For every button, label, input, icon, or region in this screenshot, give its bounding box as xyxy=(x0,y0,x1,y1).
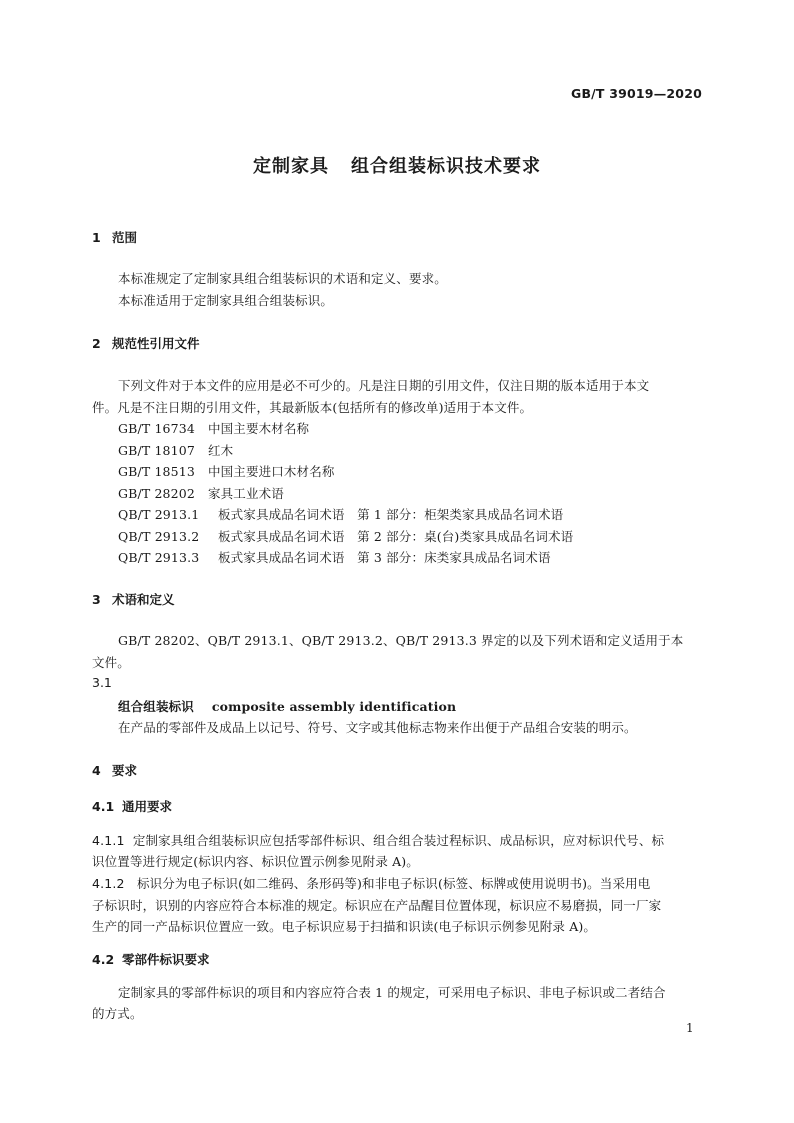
term-definition: 在产品的零部件及成品上以记号、符号、文字或其他标志物来作出便于产品组合安装的明示。 xyxy=(118,720,637,735)
clause-4-1-2-line-3: 生产的同一产品标识位置应一致。电子标识应易于扫描和识读(电子标识示例参见附录 A)。 xyxy=(92,919,597,934)
section-2-title: 规范性引用文件 xyxy=(112,336,200,351)
subsection-4-2-number: 4.2 xyxy=(92,952,115,967)
section-3-para-line-1: GB/T 28202、QB/T 2913.1、QB/T 2913.2、QB/T 2913.3 界定的以及下列术语和定义适用于本 xyxy=(118,633,684,648)
section-1-title: 范围 xyxy=(112,230,138,245)
clause-4-1-1-line-2: 识位置等进行规定(标识内容、标识位置示例参见附录 A)。 xyxy=(92,854,419,869)
reference-title: 中国主要进口木材名称 xyxy=(208,464,335,479)
clause-4-1-2-line-1 xyxy=(92,874,650,892)
title-part1: 定制家具 xyxy=(253,156,329,177)
reference-item xyxy=(118,505,563,523)
reference-code: GB/T 16734 xyxy=(118,421,195,436)
reference-title: 板式家具成品名词术语 第 1 部分：柜架类家具成品名词术语 xyxy=(218,507,564,522)
reference-code: QB/T 2913.1 xyxy=(118,507,200,522)
subsection-4-1-title: 通用要求 xyxy=(122,799,173,814)
subsection-4-2-heading xyxy=(92,950,210,968)
reference-code: QB/T 2913.3 xyxy=(118,550,200,565)
page-number: 1 xyxy=(686,1021,694,1035)
reference-code: GB/T 28202 xyxy=(118,486,195,501)
term-chinese: 组合组装标识 xyxy=(118,699,194,714)
term-english: composite assembly identification xyxy=(211,699,457,714)
reference-code: GB/T 18513 xyxy=(118,464,195,479)
section-3-number: 3 xyxy=(92,592,101,607)
section-4-2-para-line-1: 定制家具的零部件标识的项目和内容应符合表 1 的规定，可采用电子标识、非电子标识或二者结合 xyxy=(118,985,666,1000)
clause-4-1-1-number: 4.1.1 xyxy=(92,833,125,848)
clause-4-1-1-line-1 xyxy=(92,831,664,849)
section-1-heading xyxy=(92,228,137,246)
section-2-intro-line-1: 下列文件对于本文件的应用是必不可少的。凡是注日期的引用文件，仅注日期的版本适用于本文 xyxy=(118,378,650,393)
section-1-para-1: 本标准规定了定制家具组合组装标识的术语和定义、要求。 xyxy=(118,271,447,286)
clause-4-1-1-text: 定制家具组合组装标识应包括零部件标识、组合组合装过程标识、成品标识，应对标识代号、标 xyxy=(132,833,665,848)
reference-title: 中国主要木材名称 xyxy=(208,421,310,436)
title-part2: 组合组装标识技术要求 xyxy=(351,156,541,177)
section-2-heading xyxy=(92,334,200,352)
section-4-heading xyxy=(92,761,137,779)
clause-4-1-2-number: 4.1.2 xyxy=(92,876,125,891)
section-2-number: 2 xyxy=(92,336,101,351)
reference-item xyxy=(118,548,551,566)
reference-item xyxy=(118,527,573,545)
term-entry xyxy=(118,697,456,715)
standard-code: GB/T 39019—2020 xyxy=(570,86,702,101)
reference-title: 板式家具成品名词术语 第 3 部分：床类家具成品名词术语 xyxy=(218,550,551,565)
reference-title: 板式家具成品名词术语 第 2 部分：桌(台)类家具成品名词术语 xyxy=(218,529,574,544)
section-4-2-para-line-2: 的方式。 xyxy=(92,1006,143,1021)
reference-code: GB/T 18107 xyxy=(118,443,195,458)
section-3-para-line-2: 文件。 xyxy=(92,655,130,670)
reference-item xyxy=(118,484,284,502)
section-1-para-2: 本标准适用于定制家具组合组装标识。 xyxy=(118,293,334,308)
reference-title: 家具工业术语 xyxy=(208,486,284,501)
section-4-title: 要求 xyxy=(112,763,138,778)
section-1-number: 1 xyxy=(92,230,101,245)
subsection-4-2-title: 零部件标识要求 xyxy=(122,952,210,967)
subsection-4-1-heading xyxy=(92,797,172,815)
document-title xyxy=(0,152,794,178)
clause-4-1-2-line-2: 子标识时，识别的内容应符合本标准的规定。标识应在产品醒目位置体现，标识应不易磨损，同一厂家 xyxy=(92,898,662,913)
section-4-number: 4 xyxy=(92,763,101,778)
section-3-heading xyxy=(92,590,175,608)
term-number: 3.1 xyxy=(92,675,112,690)
reference-item xyxy=(118,462,335,480)
clause-4-1-2-text: 标识分为电子标识(如二维码、条形码等)和非电子标识(标签、标牌或使用说明书)。当采用电 xyxy=(136,876,651,891)
reference-title: 红木 xyxy=(208,443,234,458)
section-3-title: 术语和定义 xyxy=(112,592,175,607)
subsection-4-1-number: 4.1 xyxy=(92,799,115,814)
reference-code: QB/T 2913.2 xyxy=(118,529,200,544)
reference-item xyxy=(118,419,309,437)
section-2-intro-line-2: 件。凡是不注日期的引用文件，其最新版本(包括所有的修改单)适用于本文件。 xyxy=(92,400,533,415)
reference-item xyxy=(118,441,233,459)
